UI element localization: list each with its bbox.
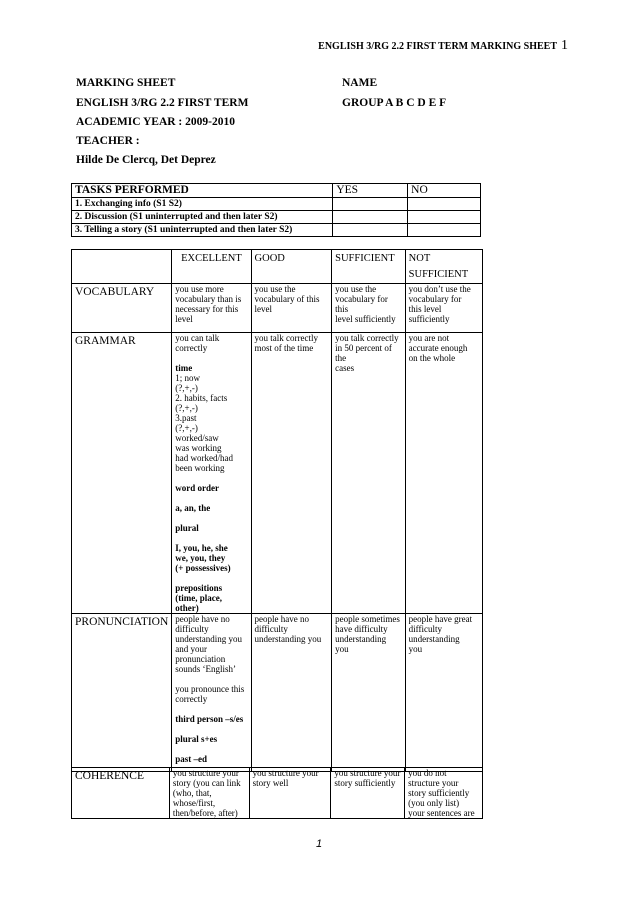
grammar-time-line: (?,+,-) — [175, 423, 198, 433]
vocabulary-not-sufficient: you don’t use the vocabulary for this level sufficiently — [405, 284, 482, 333]
pronunciation-topic: third person –s/es — [175, 714, 244, 724]
grammar-pronouns: I, you, he, she we, you, they (+ possessives) — [175, 543, 231, 573]
pronunciation-note: you pronounce this correctly — [175, 684, 245, 704]
grammar-topic: plural — [175, 523, 199, 533]
col-good: GOOD — [251, 250, 332, 284]
task-yes-cell[interactable] — [333, 198, 408, 211]
tasks-table — [71, 183, 481, 237]
vocabulary-label: VOCABULARY — [72, 284, 172, 333]
meta-teacher-names: Hilde De Clercq, Det Deprez — [76, 154, 216, 166]
rubric-header-row — [72, 250, 483, 284]
pronunciation-good: people have no difficulty understanding you — [251, 614, 332, 772]
running-header — [318, 38, 568, 54]
coherence-good: you structure your story well — [249, 768, 331, 819]
row-coherence — [72, 768, 483, 819]
grammar-time-line: been working — [175, 463, 225, 473]
pronunciation-topic: plural s+es — [175, 734, 218, 744]
row-pronunciation — [72, 614, 483, 772]
grammar-topic: a, an, the — [175, 503, 211, 513]
meta-group-label: GROUP A B C D E F — [342, 97, 447, 109]
pronunciation-topic: past –ed — [175, 754, 208, 764]
vocabulary-sufficient: you use the vocabulary for this level sufficiently — [332, 284, 406, 333]
tasks-header-row — [72, 184, 481, 198]
grammar-time-line: (?,+,-) — [175, 383, 198, 393]
meta-name-label: NAME — [342, 77, 378, 89]
grammar-good: you talk correctly most of the time — [251, 333, 332, 614]
task-label: 2. Discussion (S1 uninterrupted and then later S2) — [72, 211, 333, 224]
rubric-corner — [72, 250, 172, 284]
grammar-time-line: 2. habits, facts — [175, 393, 228, 403]
running-title: ENGLISH 3/RG 2.2 FIRST TERM MARKING SHEET — [318, 41, 557, 52]
grammar-time-line: (?,+,-) — [175, 403, 198, 413]
meta-course: ENGLISH 3/RG 2.2 FIRST TERM — [76, 97, 249, 109]
vocabulary-good: you use the vocabulary of this level — [251, 284, 332, 333]
grammar-time-heading: time — [175, 363, 193, 373]
grammar-not-sufficient: you are not accurate enough on the whole — [405, 333, 482, 614]
footer-page-number: 1 — [315, 838, 323, 850]
task-yes-cell[interactable] — [333, 224, 408, 237]
task-label: 1. Exchanging info (S1 S2) — [72, 198, 333, 211]
grammar-prepositions: prepositions (time, place, other) — [175, 583, 223, 613]
vocabulary-excellent: you use more vocabulary than is necessary for this level — [172, 284, 251, 333]
coherence-table — [71, 767, 483, 819]
pronunciation-label: PRONUNCIATION — [72, 614, 172, 772]
table-row — [72, 224, 481, 237]
task-yes-cell[interactable] — [333, 211, 408, 224]
coherence-label: COHERENCE — [72, 768, 170, 819]
grammar-excellent — [172, 333, 251, 614]
grammar-topic: word order — [175, 483, 220, 493]
grammar-label: GRAMMAR — [72, 333, 172, 614]
pronunciation-intro: people have no difficulty understanding you and your pronunciation sounds ‘English’ — [175, 614, 243, 674]
tasks-header-tasks: TASKS PERFORMED — [72, 184, 333, 198]
task-no-cell[interactable] — [408, 224, 481, 237]
pronunciation-sufficient: people sometimes have difficulty understanding you — [332, 614, 406, 772]
tasks-header-no: NO — [408, 184, 481, 198]
rubric-table — [71, 249, 483, 772]
pronunciation-excellent — [172, 614, 251, 772]
row-vocabulary — [72, 284, 483, 333]
col-excellent: EXCELLENT — [172, 250, 251, 284]
coherence-sufficient: you structure your story sufficiently — [331, 768, 405, 819]
table-row — [72, 211, 481, 224]
header-page-number: 1 — [561, 38, 568, 53]
grammar-time-line: was working — [175, 443, 222, 453]
grammar-time-line: 1; now — [175, 373, 201, 383]
tasks-header-yes: YES — [333, 184, 408, 198]
grammar-intro: you can talk correctly — [175, 333, 220, 353]
col-not-sufficient: NOT SUFFICIENT — [405, 250, 482, 284]
task-no-cell[interactable] — [408, 211, 481, 224]
meta-teacher-label: TEACHER : — [76, 135, 140, 147]
row-grammar — [72, 333, 483, 614]
coherence-not-sufficient: you do not structure your story sufficiently (you only list) your sentences are — [405, 768, 483, 819]
task-label: 3. Telling a story (S1 uninterrupted and then later S2) — [72, 224, 333, 237]
grammar-time-line: had worked/had — [175, 453, 234, 463]
coherence-excellent: you structure your story (you can link (who, that, whose/first, then/before, after) — [169, 768, 249, 819]
task-no-cell[interactable] — [408, 198, 481, 211]
meta-academic-year: ACADEMIC YEAR : 2009-2010 — [76, 116, 235, 128]
grammar-time-line: 3.past — [175, 413, 197, 423]
grammar-sufficient: you talk correctly in 50 percent of the cases — [332, 333, 406, 614]
table-row — [72, 198, 481, 211]
meta-marking-sheet: MARKING SHEET — [76, 77, 176, 89]
grammar-time-line: worked/saw — [175, 433, 219, 443]
col-sufficient: SUFFICIENT — [332, 250, 406, 284]
pronunciation-not-sufficient: people have great difficulty understanding you — [405, 614, 482, 772]
